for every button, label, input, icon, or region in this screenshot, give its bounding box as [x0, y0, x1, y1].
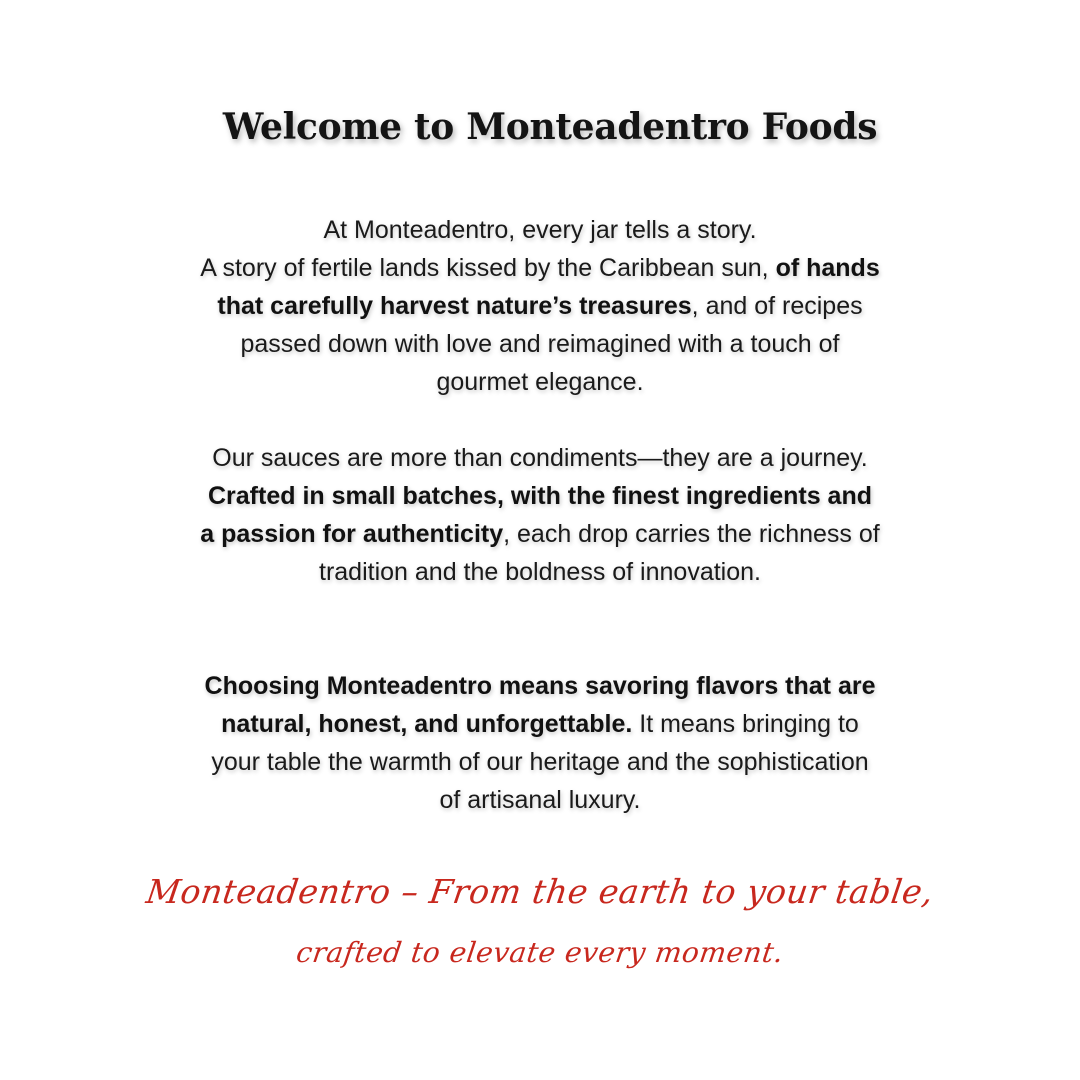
sauces-intro: Our sauces are more than condiments—they are a journey. [212, 444, 868, 472]
sauces-text-continued: , each drop carries the richness of tradition and the boldness of innovation. [319, 520, 880, 586]
intro-text: A story of fertile lands kissed by the Caribbean sun, [200, 254, 769, 282]
sauces-emphasis: Crafted in small batches, with the finest ingredients and a passion for authenticity [200, 482, 872, 548]
tagline-line-2: crafted to elevate every moment. [294, 936, 786, 969]
intro-line: At Monteadentro, every jar tells a story. [323, 216, 757, 244]
tagline-line-1: Monteadentro – From the earth to your table, [143, 872, 937, 911]
page-title: Welcome to Monteadentro Foods [222, 106, 878, 148]
sauces-paragraph [200, 439, 880, 591]
intro-paragraph [200, 211, 880, 401]
choosing-emphasis: Choosing Monteadentro means savoring flavors that are natural, honest, and unforgettable. [204, 672, 876, 738]
choosing-text: It means bringing to your table the warmth of our heritage and the sophistication of artisanal luxury. [211, 710, 869, 814]
intro-emphasis: of hands that carefully harvest nature’s treasures [217, 254, 880, 320]
intro-text-continued: , and of recipes passed down with love and reimagined with a touch of gourmet elegance. [240, 292, 863, 396]
choosing-paragraph [200, 667, 880, 819]
